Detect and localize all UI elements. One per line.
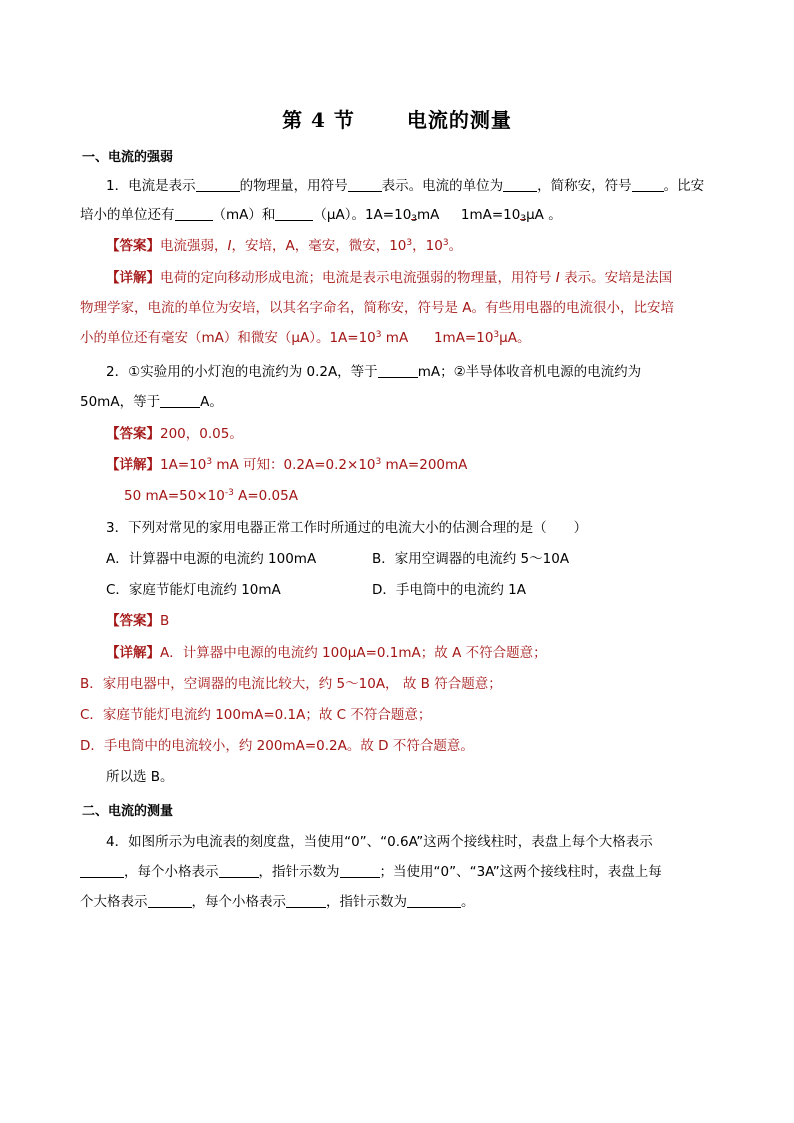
option-b[interactable]: B．家用空调器的电流约 5～10A — [372, 551, 570, 567]
detail-2-line-1: 【详解】$1A=10^3$ mA 可知：$0.2A=0.2\times 10^3$ mA=200mA — [106, 457, 468, 473]
option-d[interactable]: D．手电筒中的电流约 1A — [372, 582, 527, 598]
page-title — [0, 104, 794, 133]
detail-1-line-2: 物理学家，电流的单位为安培，以其名字命名，简称安，符号是 A。有些用电器的电流很小，比安培 — [80, 300, 675, 316]
answer-2: 【答案】200，0.05。 — [106, 426, 243, 442]
question-4-line-1: 4．如图所示为电流表的刻度盘，当使用“0”、“0.6A”这两个接线柱时，表盘上每个大格表示 — [106, 834, 653, 850]
answer-3: 【答案】B — [106, 613, 170, 629]
detail-3-line-4: D．手电筒中的电流较小，约 200mA=0.2A。故 D 不符合题意。 — [80, 738, 474, 754]
answer-blank — [503, 177, 537, 192]
answer-blank — [340, 863, 380, 878]
question-1-line-2: 培小的单位还有 （mA）和 （μA）。$1A=10^3mA$ $1mA=10^3\mu A$ 。 — [80, 207, 562, 224]
question-2-line-1: 2．①实验用的小灯泡的电流约为 0.2A，等于 mA；②半导体收音机电源的电流约为 — [106, 364, 642, 380]
answer-blank — [275, 206, 313, 221]
answer-blank — [348, 177, 382, 192]
detail-2-line-2: 50 $mA=50\times 10^{-3}$ A=0.05A — [124, 488, 298, 504]
option-a[interactable]: A．计算器中电源的电流约 100mA — [106, 551, 317, 567]
detail-3-line-3: C．家庭节能灯电流约 100mA=0.1A；故 C 不符合题意； — [80, 707, 432, 723]
question-2-line-2: 50mA，等于 A。 — [80, 394, 223, 410]
option-c[interactable]: C．家庭节能灯电流约 10mA — [106, 582, 281, 598]
question-4-line-2: ，每个小格表示 ，指针示数为 ；当使用“0”、“3A”这两个接线柱时，表盘上每 — [80, 862, 720, 882]
question-3-options-row-1 — [106, 549, 746, 569]
answer-blank — [378, 363, 418, 378]
question-3-options-row-2 — [106, 580, 746, 600]
title-section-number: 第 4 节 — [282, 108, 355, 132]
answer-blank — [407, 893, 461, 908]
detail-3-line-5: 所以选 B。 — [106, 769, 174, 785]
answer-blank — [160, 393, 200, 408]
answer-blank — [196, 177, 240, 192]
section-heading-2: 二、电流的测量 — [82, 804, 174, 819]
answer-blank — [219, 863, 259, 878]
question-3-stem: 3．下列对常见的家用电器正常工作时所通过的电流大小的估测合理的是（ ） — [106, 520, 588, 536]
answer-blank — [175, 206, 213, 221]
title-topic: 电流的测量 — [406, 108, 512, 132]
answer-blank — [286, 893, 326, 908]
answer-1: 【答案】电流强弱，I，安培，A，毫安，微安，$10^3$，$10^3$。 — [106, 238, 463, 254]
answer-blank — [148, 893, 192, 908]
section-heading-1: 一、电流的强弱 — [82, 150, 174, 165]
answer-blank — [632, 177, 664, 192]
answer-blank — [80, 863, 124, 878]
detail-1-line-3: 小的单位还有毫安（mA）和微安（μA）。$1A=10^3$ mA $1mA=10^3\mu A$。 — [80, 330, 531, 346]
question-4-line-3: 个大格表示 ，每个小格表示 ，指针示数为 。 — [80, 894, 475, 910]
detail-1-line-1: 【详解】电荷的定向移动形成电流；电流是表示电流强弱的物理量，用符号 I 表示。安培是法国 — [106, 270, 673, 286]
question-1-line-1: 1．电流是表示 的物理量，用符号 表示。电流的单位为 ，简称安，符号 。比安 — [106, 178, 705, 194]
detail-3-line-1: 【详解】A．计算器中电源的电流约 100μA=0.1mA；故 A 不符合题意； — [106, 645, 547, 661]
detail-3-line-2: B．家用电器中，空调器的电流比较大，约 5～10A， 故 B 符合题意； — [80, 676, 502, 692]
